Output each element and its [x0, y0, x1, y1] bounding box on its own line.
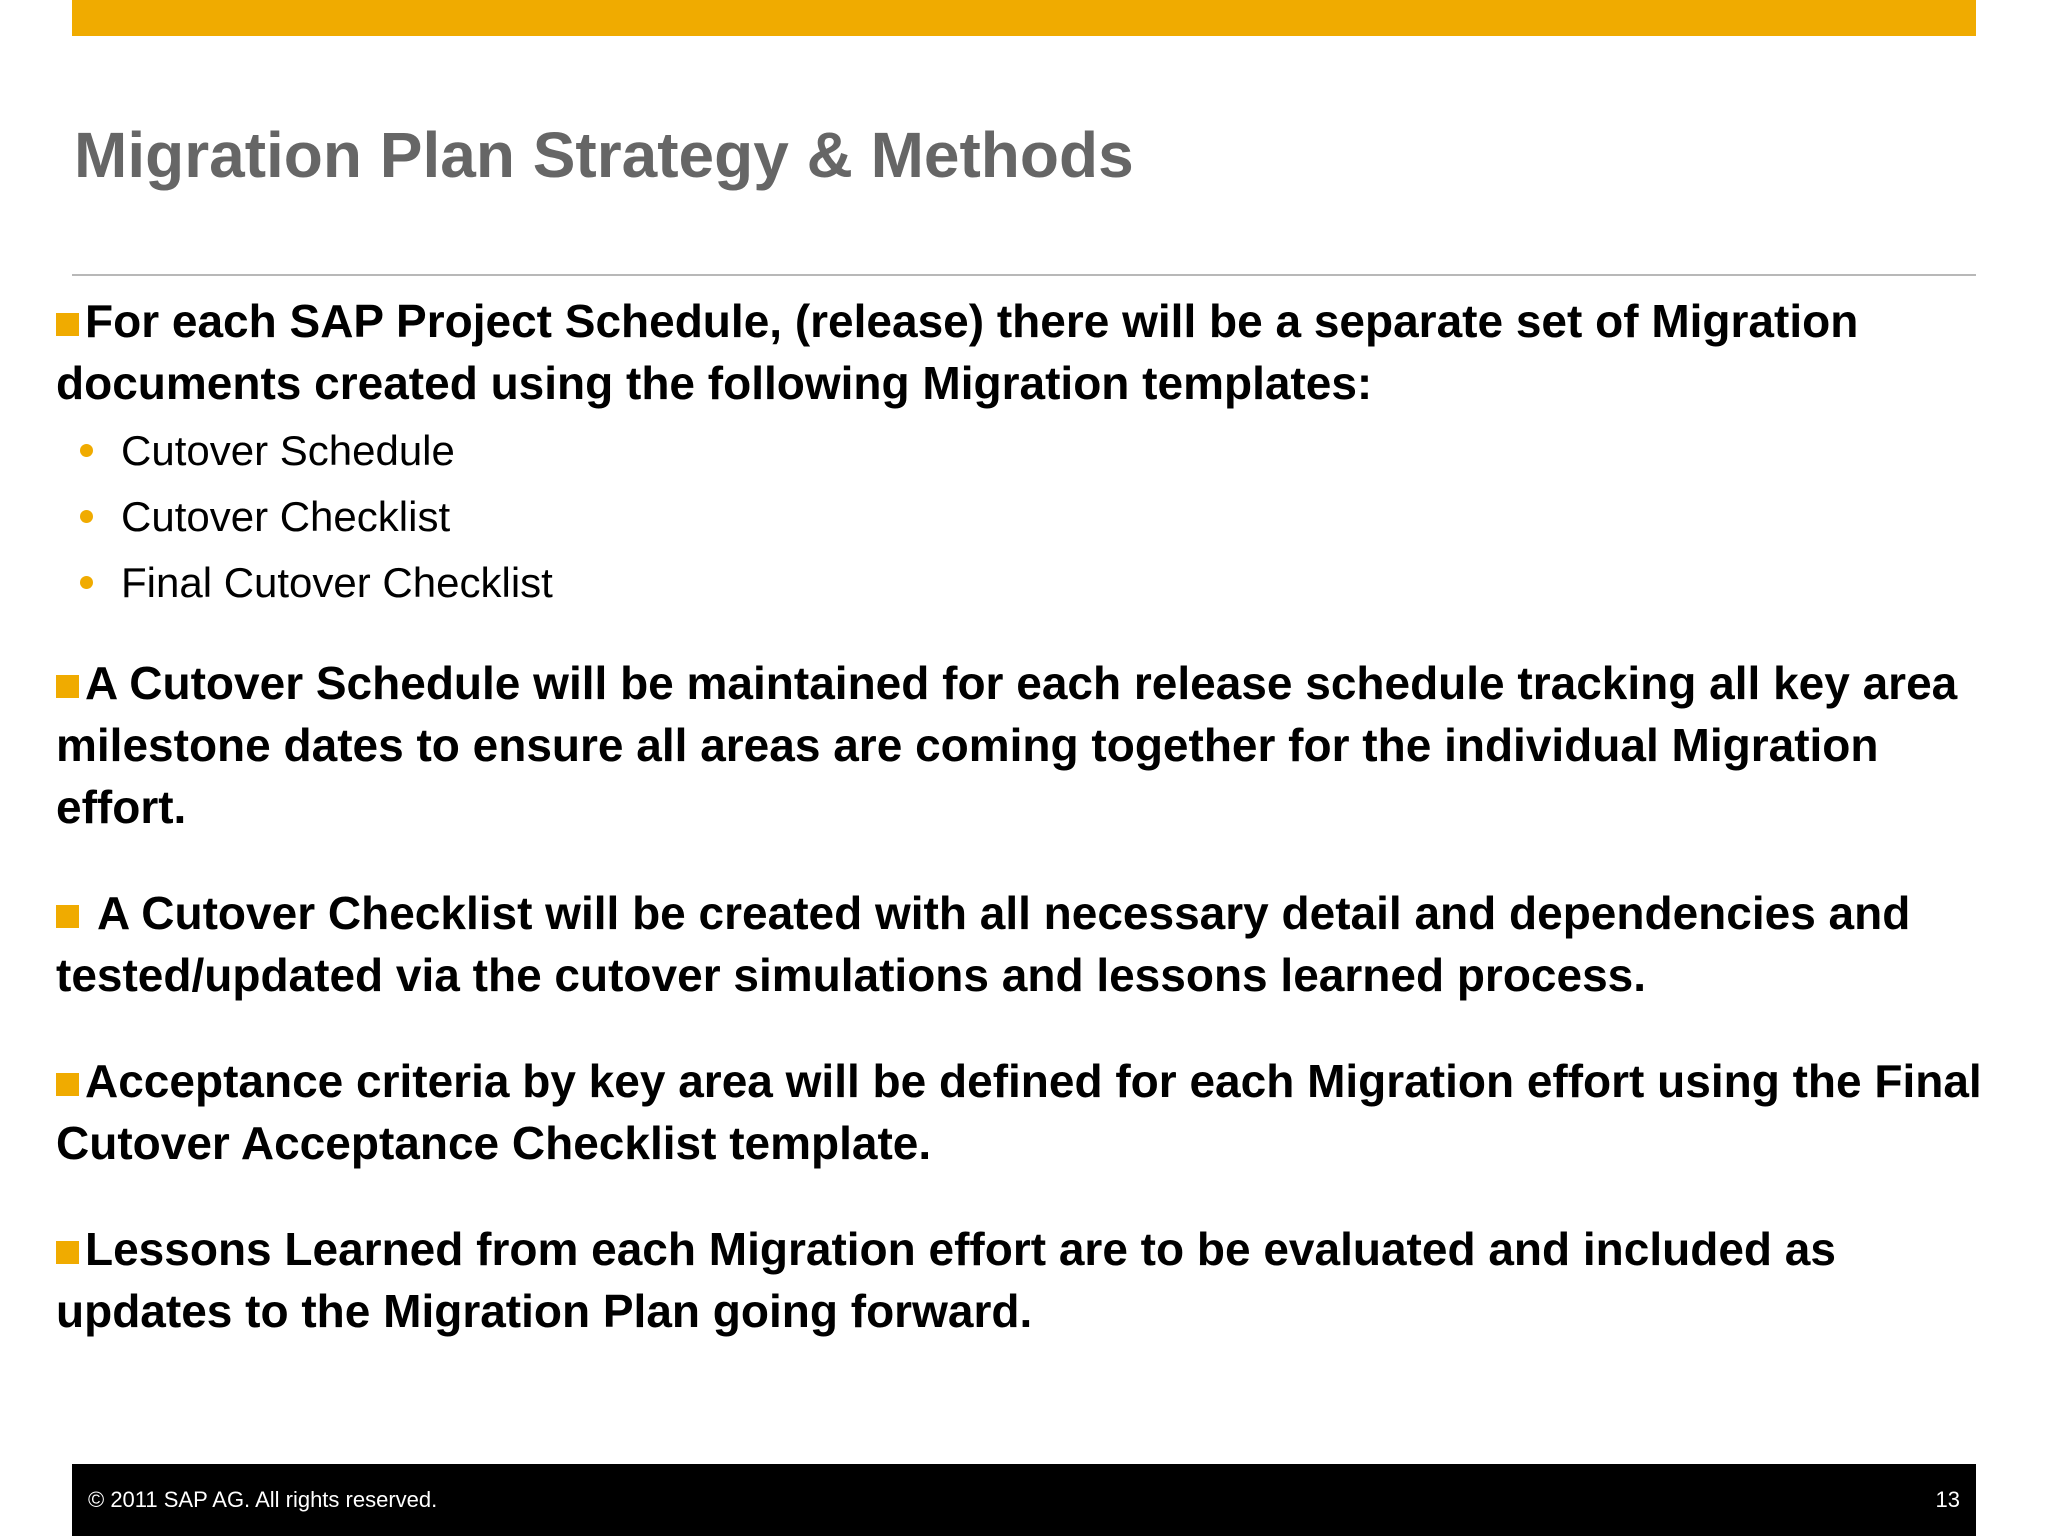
square-bullet-icon: [56, 675, 79, 698]
dot-bullet-icon: [80, 444, 93, 457]
slide-title: Migration Plan Strategy & Methods: [74, 119, 1134, 191]
copyright-text: © 2011 SAP AG. All rights reserved.: [88, 1487, 438, 1512]
bullet-point: [56, 290, 1986, 616]
bullet-text: Lessons Learned from each Migration effort are to be evaluated and included as updates to the Migration Plan going forward.: [56, 1223, 1836, 1337]
dot-bullet-icon: [80, 576, 93, 589]
bullet-point: [56, 882, 1986, 1006]
title-divider: [72, 274, 1976, 276]
square-bullet-icon: [56, 1241, 79, 1264]
sub-bullet-item: Cutover Checklist: [56, 484, 1986, 550]
square-bullet-icon: [56, 1073, 79, 1096]
bullet-point: [56, 1218, 1986, 1342]
bullet-text: A Cutover Checklist will be created with all necessary detail and dependencies and tested/updated via the cutover simulations and lessons learned process.: [56, 887, 1911, 1001]
top-accent-bar: [72, 0, 1976, 36]
sub-bullet-list: [56, 418, 1986, 616]
footer-bar: [72, 1464, 1976, 1536]
slide-content: [56, 290, 1986, 1342]
bullet-text: Acceptance criteria by key area will be defined for each Migration effort using the Final Cutover Acceptance Checklist template.: [56, 1055, 1982, 1169]
bullet-text: A Cutover Schedule will be maintained for each release schedule tracking all key area milestone dates to ensure all areas are coming together for the individual Migration effort.: [56, 657, 1958, 833]
page-number: 13: [1935, 1487, 1960, 1512]
bullet-text: For each SAP Project Schedule, (release) there will be a separate set of Migration documents created using the following Migration templates:: [56, 295, 1859, 409]
bullet-point: [56, 652, 1986, 838]
sub-bullet-item: Cutover Schedule: [56, 418, 1986, 484]
square-bullet-icon: [56, 905, 79, 928]
square-bullet-icon: [56, 313, 79, 336]
bullet-point: [56, 1050, 1986, 1174]
dot-bullet-icon: [80, 510, 93, 523]
sub-bullet-item: Final Cutover Checklist: [56, 550, 1986, 616]
